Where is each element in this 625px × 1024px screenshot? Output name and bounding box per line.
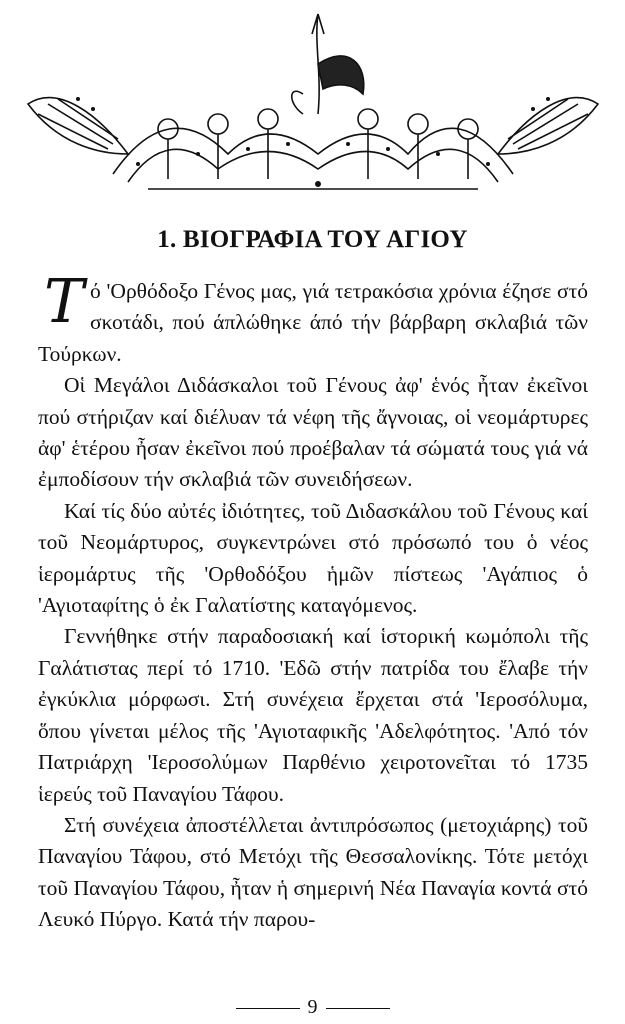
page-footer bbox=[0, 996, 625, 1019]
paragraph-3: Καί τίς δύο αὐτές ἰδιότητες, τοῦ Διδασκάλου τοῦ Γένους καί τοῦ Νεομάρτυρος, συγκεντρώνει στό πρόσωπό του ὁ νέος ἱερομάρτυς τῆς 'Ορθοδόξου ἡμῶν πίστεως 'Αγάπιος ὁ 'Αγιοταφίτης ὁ ἐκ Γαλατίστης καταγόμενος. bbox=[38, 498, 588, 618]
decorative-ornament bbox=[18, 4, 608, 204]
footer-rule-left bbox=[236, 1008, 300, 1009]
footer-rule-right bbox=[326, 1008, 390, 1009]
paragraph-2: Οἱ Μεγάλοι Διδάσκαλοι τοῦ Γένους ἀφ' ἑνός ἦταν ἐκεῖνοι πού στήριζαν καί διέλυαν τά νέφη τῆς ἄγνοιας, οἱ νεομάρτυρες ἀφ' ἑτέρου ἦσαν ἐκεῖνοι πού προέβαλαν τά σώματά τους γιά νά ἐμποδίσουν τήν σκλαβιά τῶν συνειδήσεων. bbox=[38, 373, 588, 492]
paragraph-1 bbox=[38, 267, 588, 370]
paragraph-5: Στή συνέχεια ἀποστέλλεται ἀντιπρόσωπος (μετοχιάρης) τοῦ Παναγίου Τάφου, στό Μετόχι τῆς Θεσσαλονίκης. Τότε μετόχι τοῦ Παναγίου Τάφου, ἦταν ἡ σημερινή Νέα Παναγία κοντά στό Λευκό Πύργο. Κατά τήν παρου- bbox=[38, 812, 588, 932]
paragraph-4: Γεννήθηκε στήν παραδοσιακή καί ἱστορική κωμόπολι τῆς Γαλάτιστας περί τό 1710. 'Εδῶ στήν πατρίδα του ἔλαβε τήν ἐγκύκλια μόρφωσι. Στή συνέχεια ἔρχεται στά 'Ιεροσόλυμα, ὅπου γίνεται μέλος τῆς 'Αγιοταφικῆς 'Αδελφότητος. 'Από τόν Πατριάρχη 'Ιεροσολύμων Παρθένιο χειροτονεῖται τό 1735 ἱερεύς τοῦ Παναγίου Τάφου. bbox=[38, 624, 588, 806]
page-title: 1. ΒΙΟΓΡΑΦΙΑ ΤΟΥ ΑΓΙΟΥ bbox=[157, 226, 468, 253]
paragraph-1-text: ό 'Ορθόδοξο Γένος μας, γιά τετρακόσια χρόνια έζησε στό σκοτάδι, πού άπλώθηκε άπό τήν βάρβαρη σκλαβιά τῶν Τούρκων. bbox=[38, 279, 588, 366]
body-text bbox=[38, 267, 588, 936]
drop-cap: Τ bbox=[44, 267, 85, 337]
page-number: 9 bbox=[307, 996, 318, 1018]
